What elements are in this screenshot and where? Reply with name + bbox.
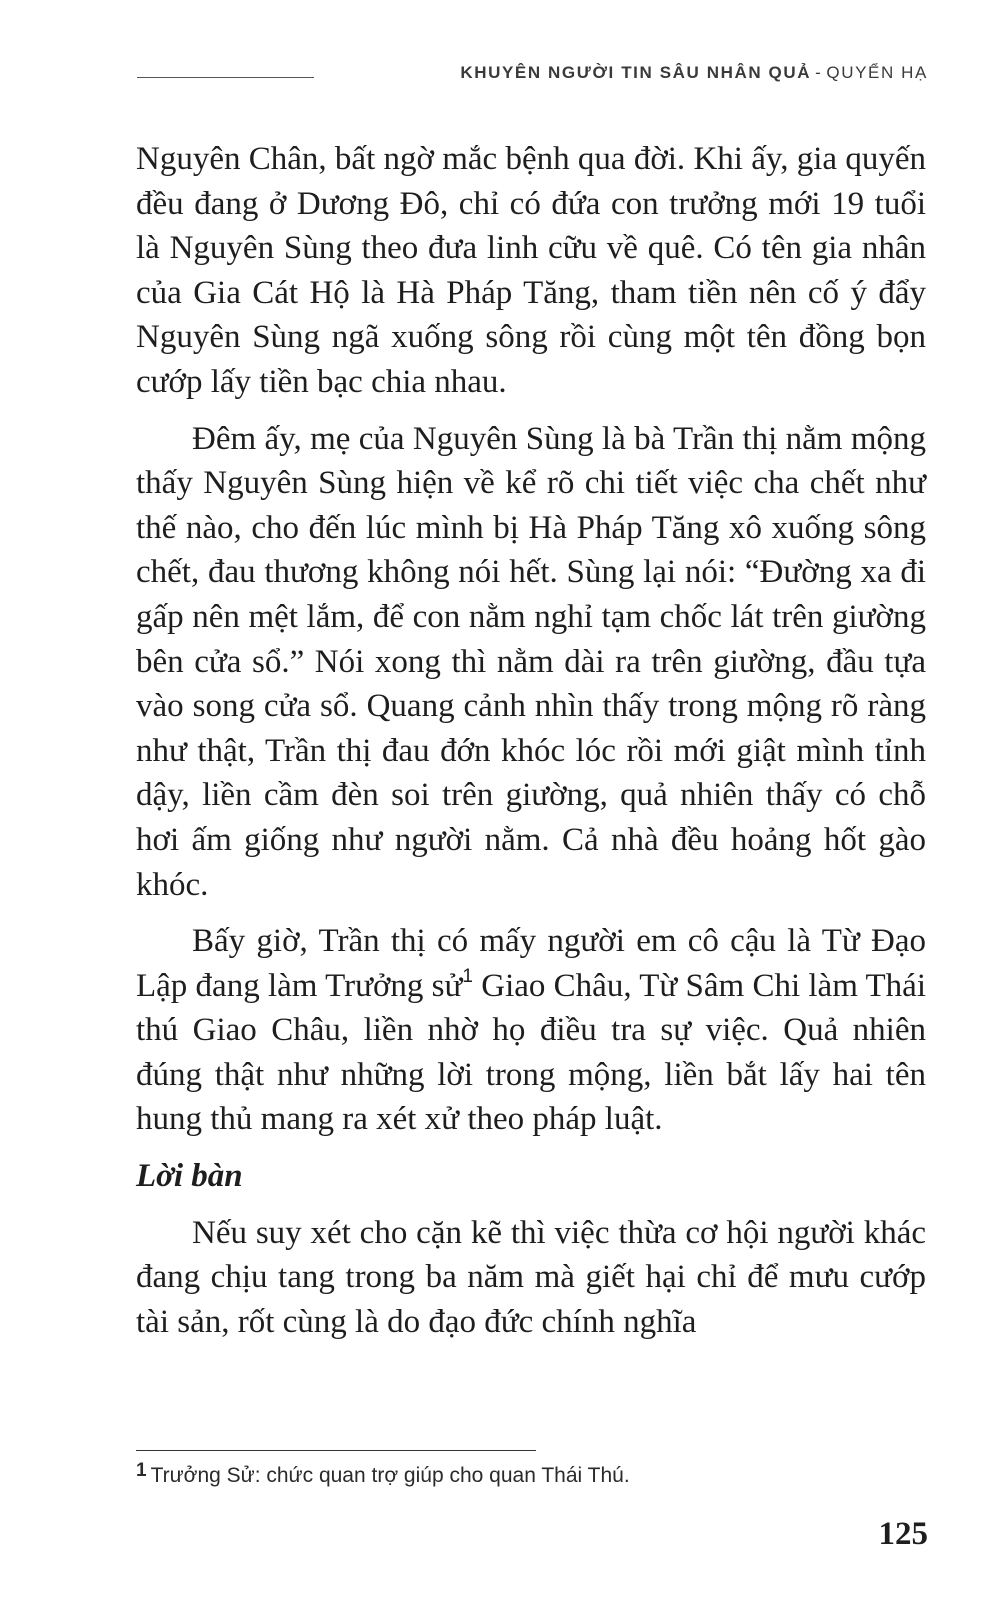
footnote-text: Trưởng Sử: chức quan trợ giúp cho quan Thái Thú. (150, 1464, 630, 1487)
section-subheading: Lời bàn (136, 1158, 243, 1195)
footnote-reference: 1 (462, 965, 473, 987)
paragraph-3-text-before: Bấy giờ, Trần thị có mấy người em cô cậu là Từ Đạo Lập đang làm Trưởng sử (136, 923, 926, 1004)
page-number: 125 (878, 1516, 928, 1552)
volume-label: QUYỂN HẠ (826, 63, 928, 82)
footnote-number: 1 (136, 1460, 147, 1481)
header-separator: - (815, 63, 823, 82)
header-rule (137, 77, 314, 78)
footnote-rule (136, 1450, 536, 1451)
paragraph-2: Đêm ấy, mẹ của Nguyên Sùng là bà Trần thị nằm mộng thấy Nguyên Sùng hiện về kể rõ chi tiết việc cha chết như thế nào, cho đến lúc mình bị Hà Pháp Tăng xô xuống sông chết, đau thương không nói hết. Sùng lại nói: “Đường xa đi gấp nên mệt lắm, để con nằm nghỉ tạm chốc lát trên giường bên cửa sổ.” Nói xong thì nằm dài ra trên giường, đầu tựa vào song cửa sổ. Quang cảnh nhìn thấy trong mộng rõ ràng như thật, Trần thị đau đớn khóc lóc rồi mới giật mình tỉnh dậy, liền cầm đèn soi trên giường, quả nhiên thấy có chỗ hơi ấm giống như người nằm. Cả nhà đều hoảng hốt gào khóc. (136, 420, 926, 903)
paragraph-4: Nếu suy xét cho cặn kẽ thì việc thừa cơ hội người khác đang chịu tang trong ba năm mà giết hại chỉ để mưu cướp tài sản, rốt cùng là do đạo đức chính nghĩa (136, 1214, 926, 1340)
paragraph-3 (136, 919, 926, 1142)
body-text (136, 137, 926, 1356)
running-header (460, 63, 928, 83)
paragraph-3-text-after: Giao Châu, Từ Sâm Chi làm Thái thú Giao Châu, liền nhờ họ điều tra sự việc. Quả nhiên đúng thật như những lời trong mộng, liền bắt lấy hai tên hung thủ mang ra xét xử theo pháp luật. (136, 967, 927, 1138)
paragraph-1: Nguyên Chân, bất ngờ mắc bệnh qua đời. Khi ấy, gia quyến đều đang ở Dương Đô, chỉ có đứa con trưởng mới 19 tuổi là Nguyên Sùng theo đưa linh cữu về quê. Có tên gia nhân của Gia Cát Hộ là Hà Pháp Tăng, tham tiền nên cố ý đẩy Nguyên Sùng ngã xuống sông rồi cùng một tên đồng bọn cướp lấy tiền bạc chia nhau. (136, 141, 926, 400)
footnote (136, 1460, 630, 1488)
book-title: KHUYÊN NGƯỜI TIN SÂU NHÂN QUẢ (460, 63, 812, 82)
